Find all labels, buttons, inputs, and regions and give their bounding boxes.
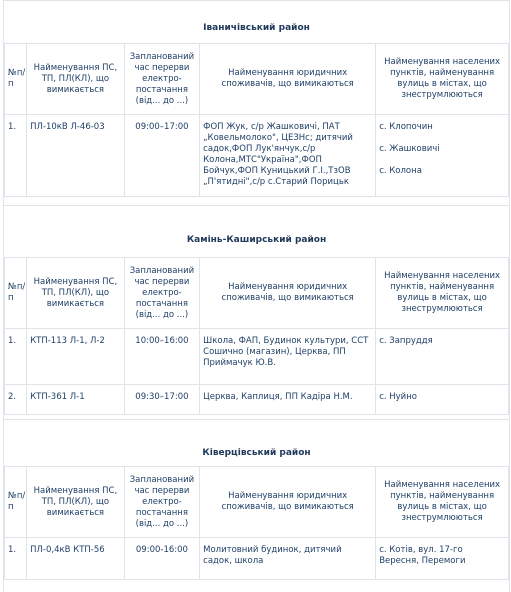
row-equipment: КТП-361 Л-1: [27, 385, 125, 415]
district-section: [3, 205, 510, 420]
header-outage-time: Запланований час перерви електро-постачання (від... до ...): [124, 467, 199, 538]
settlement-name: с. Жашковичі: [379, 144, 440, 154]
header-consumers: Найменування юридичних споживачів, що вимикаються: [200, 467, 376, 538]
row-settlements: [376, 329, 509, 385]
settlement-name: с. Нуйно: [379, 392, 417, 402]
district-title: Камінь-Каширський район: [186, 235, 327, 245]
row-number: 1.: [5, 329, 27, 385]
row-equipment: ПЛ-0,4кВ КТП-56: [27, 538, 125, 580]
settlement-name: с. Котів, вул. 17-го Вересня, Перемоги: [379, 545, 466, 566]
table-row: [5, 385, 509, 415]
row-settlements: [376, 385, 509, 415]
district-title: Ківерцівський район: [202, 448, 311, 458]
row-number: 2.: [5, 385, 27, 415]
header-outage-time: Запланований час перерви електро-постачання (від... до ...): [124, 258, 199, 329]
district-section: [3, 419, 510, 592]
header-consumers: Найменування юридичних споживачів, що вимикаються: [200, 44, 376, 115]
table-row: [5, 115, 509, 197]
row-consumers: ФОП Жук, с/р Жашковичі, ПАТ „Ковельмолоко", ЦЕЗНс; дитячий садок,ФОП Лук'янчук,с/р Колона,МТС"Україна",ФОП Бойчук,ФОП Куницький Г.І.,ТзОВ „П'ятидні",с/р с.Старий Порицьк: [200, 115, 376, 197]
header-number: №п/п: [5, 44, 27, 115]
row-consumers: Церква, Каплиця, ПП Кадіра Н.М.: [200, 385, 376, 415]
header-equipment: Найменування ПС, ТП, ПЛ(КЛ), що вимикається: [27, 258, 125, 329]
table-row: [5, 329, 509, 385]
settlement-name: с. Клопочин: [379, 122, 433, 132]
table-header-row: [5, 258, 509, 329]
row-settlements: [376, 115, 509, 197]
district-section: [3, 0, 510, 206]
row-outage-time: 09:00-16:00: [124, 538, 199, 580]
row-consumers: Школа, ФАП, Будинок культури, ССТ Сошично (магазин), Церква, ПП Приймачук Ю.В.: [200, 329, 376, 385]
row-outage-time: 09:00–17:00: [124, 115, 199, 197]
header-equipment: Найменування ПС, ТП, ПЛ(КЛ), що вимикається: [27, 467, 125, 538]
row-number: 1.: [5, 538, 27, 580]
outage-table: [4, 466, 509, 580]
header-number: №п/п: [5, 258, 27, 329]
row-equipment: ПЛ-10кВ Л-46-03: [27, 115, 125, 197]
header-settlements: Найменування населених пунктів, найменування вулиць в містах, що знеструмлюються: [376, 258, 509, 329]
header-settlements: Найменування населених пунктів, найменування вулиць в містах, що знеструмлюються: [376, 44, 509, 115]
settlement-name: с. Колона: [379, 166, 422, 176]
row-equipment: КТП-113 Л-1, Л-2: [27, 329, 125, 385]
table-header-row: [5, 467, 509, 538]
table-header-row: [5, 44, 509, 115]
table-row: [5, 538, 509, 580]
row-settlements: [376, 538, 509, 580]
row-consumers: Молитовний будинок, дитячий садок, школа: [200, 538, 376, 580]
header-outage-time: Запланований час перерви електро-постачання (від... до ...): [124, 44, 199, 115]
header-settlements: Найменування населених пунктів, найменування вулиць в містах, що знеструмлюються: [376, 467, 509, 538]
header-consumers: Найменування юридичних споживачів, що вимикаються: [200, 258, 376, 329]
row-outage-time: 10:00–16:00: [124, 329, 199, 385]
row-outage-time: 09:30–17:00: [124, 385, 199, 415]
district-title: Іваничівський район: [203, 23, 310, 33]
outage-table: [4, 43, 509, 197]
header-equipment: Найменування ПС, ТП, ПЛ(КЛ), що вимикається: [27, 44, 125, 115]
row-number: 1.: [5, 115, 27, 197]
outage-table: [4, 257, 509, 415]
header-number: №п/п: [5, 467, 27, 538]
settlement-name: с. Запруддя: [379, 336, 433, 346]
